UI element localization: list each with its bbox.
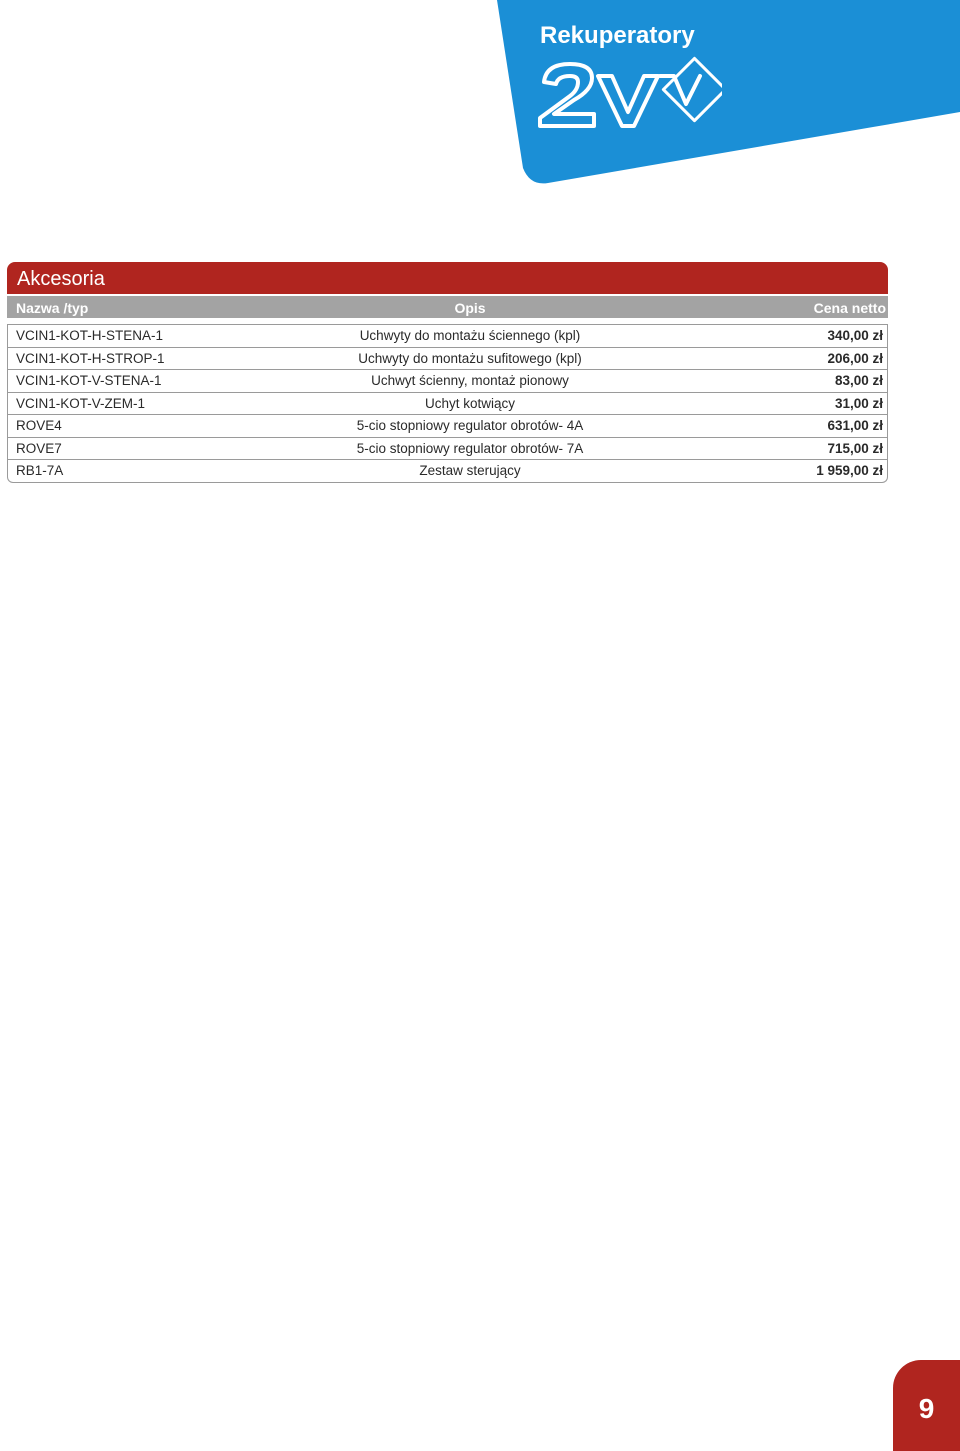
row-description: Uchwyty do montażu sufitowego (kpl): [358, 350, 582, 366]
row-description: 5-cio stopniowy regulator obrotów- 4A: [356, 418, 584, 433]
table-row: [8, 392, 887, 415]
brand-logo: [536, 54, 722, 136]
row-name: VCIN1-KOT-H-STROP-1: [16, 350, 165, 366]
row-price: 340,00 zł: [827, 328, 883, 343]
row-name: VCIN1-KOT-V-ZEM-1: [16, 395, 146, 411]
page-number: 9: [918, 1393, 935, 1424]
section-title: Akcesoria: [7, 262, 888, 294]
row-name: ROVE7: [16, 440, 62, 456]
row-price: 31,00 zł: [834, 395, 883, 411]
row-price: 1 959,00 zł: [816, 463, 883, 478]
column-header-description: Opis: [454, 300, 486, 316]
row-description: 5-cio stopniowy regulator obrotów- 7A: [356, 440, 584, 456]
row-price: 83,00 zł: [834, 373, 883, 388]
table-row: [8, 414, 887, 437]
row-name: ROVE4: [16, 418, 62, 433]
row-price: 631,00 zł: [827, 418, 883, 433]
table-row: [8, 369, 887, 392]
table-row: [8, 437, 887, 460]
column-header-row: [7, 296, 888, 318]
table-row: [8, 324, 887, 347]
row-description: Uchyt kotwiący: [424, 395, 516, 411]
row-description: Uchwyty do montażu ściennego (kpl): [359, 328, 581, 343]
page-number-badge: [893, 1360, 960, 1451]
row-name: VCIN1-KOT-H-STENA-1: [16, 328, 164, 343]
row-price: 715,00 zł: [827, 440, 883, 456]
table-row: [8, 347, 887, 370]
row-name: VCIN1-KOT-V-STENA-1: [16, 373, 162, 388]
row-description: Uchwyt ścienny, montaż pionowy: [371, 373, 569, 388]
row-description: Zestaw sterujący: [419, 463, 521, 478]
accessories-table: [7, 324, 888, 483]
column-header-name: Nazwa /typ: [16, 300, 89, 316]
corner-banner: [0, 0, 960, 190]
accessories-section: [7, 262, 888, 483]
table-row: [8, 459, 887, 482]
column-header-price: Cena netto: [813, 300, 886, 316]
row-name: RB1-7A: [16, 463, 64, 478]
banner-title: Rekuperatory: [540, 22, 695, 49]
row-price: 206,00 zł: [827, 350, 883, 366]
